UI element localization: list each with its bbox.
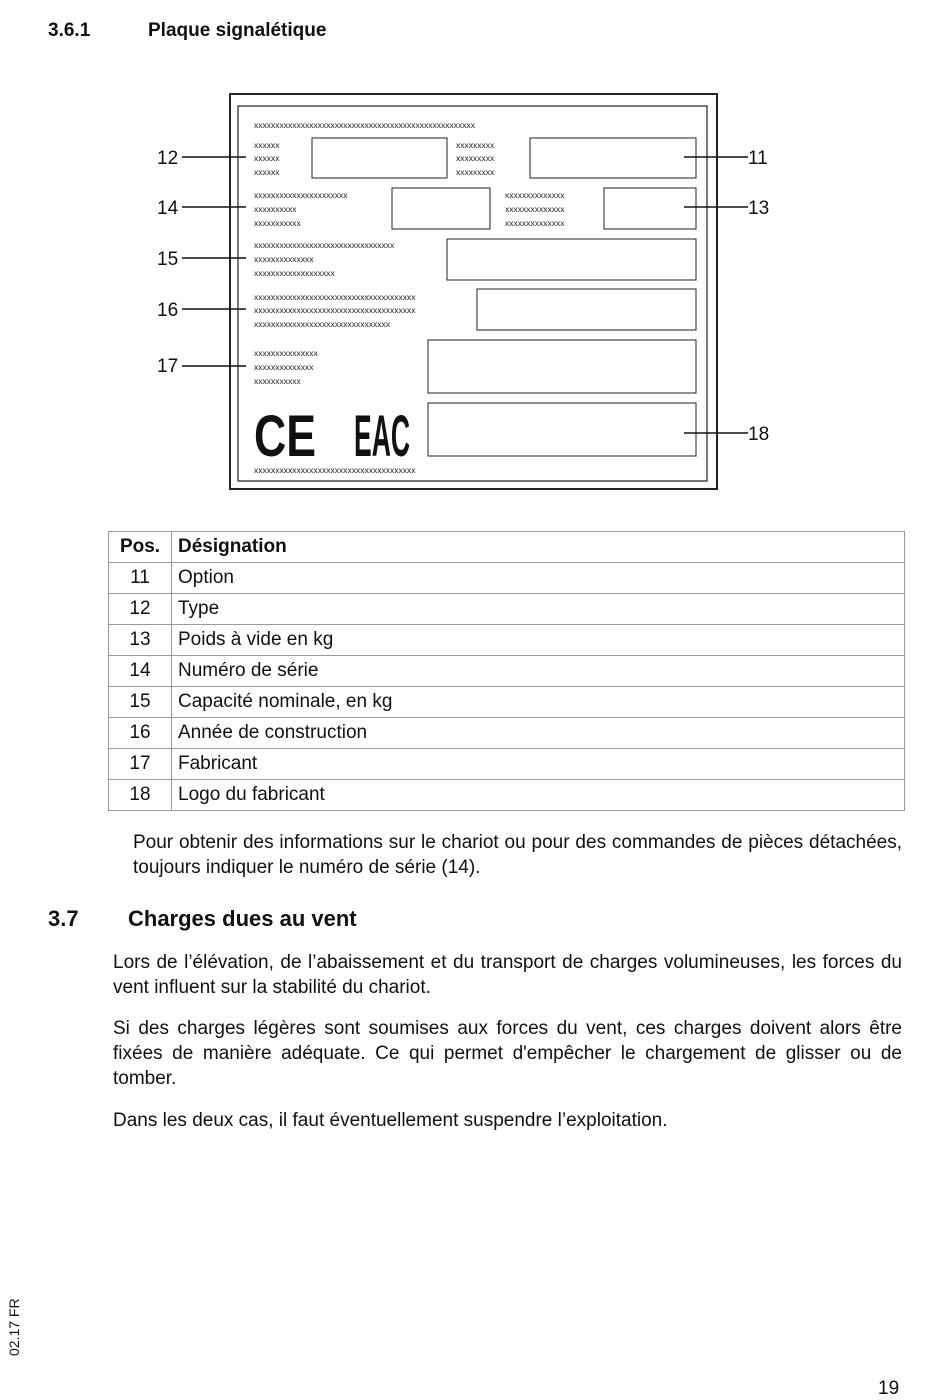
row-designation: Option [172,563,905,594]
header-pos: Pos. [109,532,172,563]
callout-18: 18 [748,424,770,445]
table-row [109,780,905,811]
filler-text: xxxxxxxxxxxxxxxxxxxxxx [254,190,348,200]
filler-text: xxxxxx [254,140,280,150]
field-box-logo [428,403,696,456]
body-paragraph: Lors de l’élévation, de l’abaissement et du transport de charges volumineuses, les forces du vent influent sur la stabilité du chariot. [113,952,902,998]
filler-text: xxxxxxxxxx [254,204,297,214]
ce-mark-icon: CE [254,404,316,469]
filler-text: xxxxxxxxxxxxxxxxxxxxxxxxxxxxxxxxxxxxxx [254,292,416,302]
callout-16: 16 [157,300,179,321]
filler-text: xxxxxxxxxxxxxxxxxxxxxxxxxxxxxxxxxxxxxx [254,305,416,315]
eac-mark-icon: EAC [354,404,410,469]
page-number: 19 [878,1378,900,1399]
section-title: Plaque signalétique [148,20,327,41]
row-designation: Capacité nominale, en kg [172,687,905,718]
table-row [109,625,905,656]
field-box-year [477,289,696,330]
section-number: 3.6.1 [48,20,91,41]
filler-text: xxxxxx [254,167,280,177]
filler-text: xxxxxxxxxxxxxxxxxxxxxxxxxxxxxxxx [254,319,390,329]
header-designation: Désignation [172,532,905,563]
filler-text: xxxxxxxxxxxxxx [505,190,565,200]
filler-text: xxxxxxxxx [456,140,495,150]
table-header-row [109,532,905,563]
row-pos: 12 [109,594,172,625]
filler-text: xxxxxxxxx [456,167,495,177]
callout-12: 12 [157,148,179,169]
filler-text: xxxxxxxxxxx [254,218,301,228]
row-designation: Poids à vide en kg [172,625,905,656]
field-box-capacity [447,239,696,280]
section-title: Charges dues au vent [128,906,357,931]
filler-text: xxxxxxxxxxxxxxx [254,348,318,358]
callout-14: 14 [157,198,179,219]
filler-text: xxxxxxxxx [456,153,495,163]
body-paragraph: Si des charges légères sont soumises aux forces du vent, ces charges doivent alors être fixées de manière adéquate. Ce qui permet d'empêcher le chargement de glisser ou de tomber. [113,1018,902,1089]
row-pos: 16 [109,718,172,749]
callout-17: 17 [157,356,179,377]
filler-text: xxxxxxxxxxxxxx [505,204,565,214]
row-designation: Type [172,594,905,625]
table-row [109,749,905,780]
table-row [109,718,905,749]
row-designation: Fabricant [172,749,905,780]
field-box-weight [604,188,696,229]
row-pos: 15 [109,687,172,718]
body-paragraph: Dans les deux cas, il faut éventuellement suspendre l’exploitation. [113,1110,668,1131]
filler-text: xxxxxx [254,153,280,163]
table-row [109,563,905,594]
row-designation: Année de construction [172,718,905,749]
filler-text: xxxxxxxxxxxxxxxxxxxxxxxxxxxxxxxxx [254,240,395,250]
filler-text: xxxxxxxxxxxxxxxxxxx [254,268,335,278]
filler-text: xxxxxxxxxxxxxx [254,362,314,372]
row-pos: 17 [109,749,172,780]
filler-text: xxxxxxxxxxx [254,376,301,386]
legend-table [108,531,905,811]
filler-text: xxxxxxxxxxxxxx [505,218,565,228]
row-pos: 18 [109,780,172,811]
row-pos: 14 [109,656,172,687]
serial-number-note: Pour obtenir des informations sur le chariot ou pour des commandes de pièces détachées, toujours indiquer le numéro de série (14). [133,832,902,878]
filler-text: xxxxxxxxxxxxxxxxxxxxxxxxxxxxxxxxxxxxxxxxxxxxxxxxxxxx [254,120,475,130]
field-box [312,138,447,178]
table-row [109,687,905,718]
callout-11: 11 [748,148,768,169]
field-box-option [530,138,696,178]
section-number: 3.7 [48,906,79,931]
table-row [109,656,905,687]
callout-13: 13 [748,198,770,219]
row-pos: 11 [109,563,172,594]
row-designation: Numéro de série [172,656,905,687]
row-designation: Logo du fabricant [172,780,905,811]
row-pos: 13 [109,625,172,656]
callout-15: 15 [157,249,179,270]
filler-text: xxxxxxxxxxxxxx [254,254,314,264]
table-row [109,594,905,625]
filler-text: xxxxxxxxxxxxxxxxxxxxxxxxxxxxxxxxxxxxxx [254,465,416,475]
field-box-manufacturer [428,340,696,393]
nameplate-diagram [0,0,950,500]
document-code: 02.17 FR [6,1298,22,1356]
field-box-serial [392,188,490,229]
